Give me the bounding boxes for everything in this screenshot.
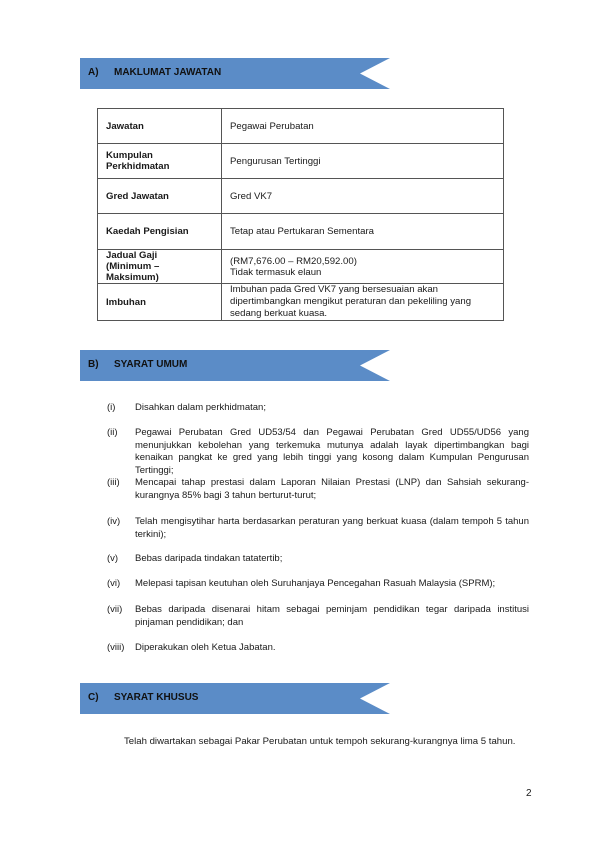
row-value: Pegawai Perubatan — [222, 109, 504, 144]
section-b-banner — [80, 350, 390, 381]
table-row — [98, 214, 504, 250]
row-value: Tetap atau Pertukaran Sementara — [222, 214, 504, 250]
row-key: Jadual Gaji (Minimum – Maksimum) — [98, 250, 222, 284]
section-a-title: A) MAKLUMAT JAWATAN — [88, 67, 222, 78]
syarat-khusus-text: Telah diwartakan sebagai Pakar Perubatan untuk tempoh sekurang-kurangnya lima 5 tahun. — [124, 736, 516, 747]
job-info-table — [97, 108, 504, 321]
section-a-banner — [80, 58, 390, 89]
row-key: Kumpulan Perkhidmatan — [98, 144, 222, 179]
table-row — [98, 109, 504, 144]
row-key: Kaedah Pengisian — [98, 214, 222, 250]
section-b-title: B) SYARAT UMUM — [88, 359, 188, 370]
table-row — [98, 250, 504, 284]
row-value: Imbuhan pada Gred VK7 yang bersesuaian akan dipertimbangkan mengikut peraturan dan pekeliling yang sedang berkuat kuasa. — [222, 284, 504, 321]
table-row — [98, 179, 504, 214]
table-row — [98, 284, 504, 321]
row-value: Pengurusan Tertinggi — [222, 144, 504, 179]
row-value: (RM7,676.00 – RM20,592.00) Tidak termasuk elaun — [222, 250, 504, 284]
row-key: Gred Jawatan — [98, 179, 222, 214]
page-number: 2 — [526, 788, 532, 799]
row-value: Gred VK7 — [222, 179, 504, 214]
row-key: Jawatan — [98, 109, 222, 144]
row-key: Imbuhan — [98, 284, 222, 321]
table-row — [98, 144, 504, 179]
section-c-title: C) SYARAT KHUSUS — [88, 692, 199, 703]
section-c-banner — [80, 683, 390, 714]
